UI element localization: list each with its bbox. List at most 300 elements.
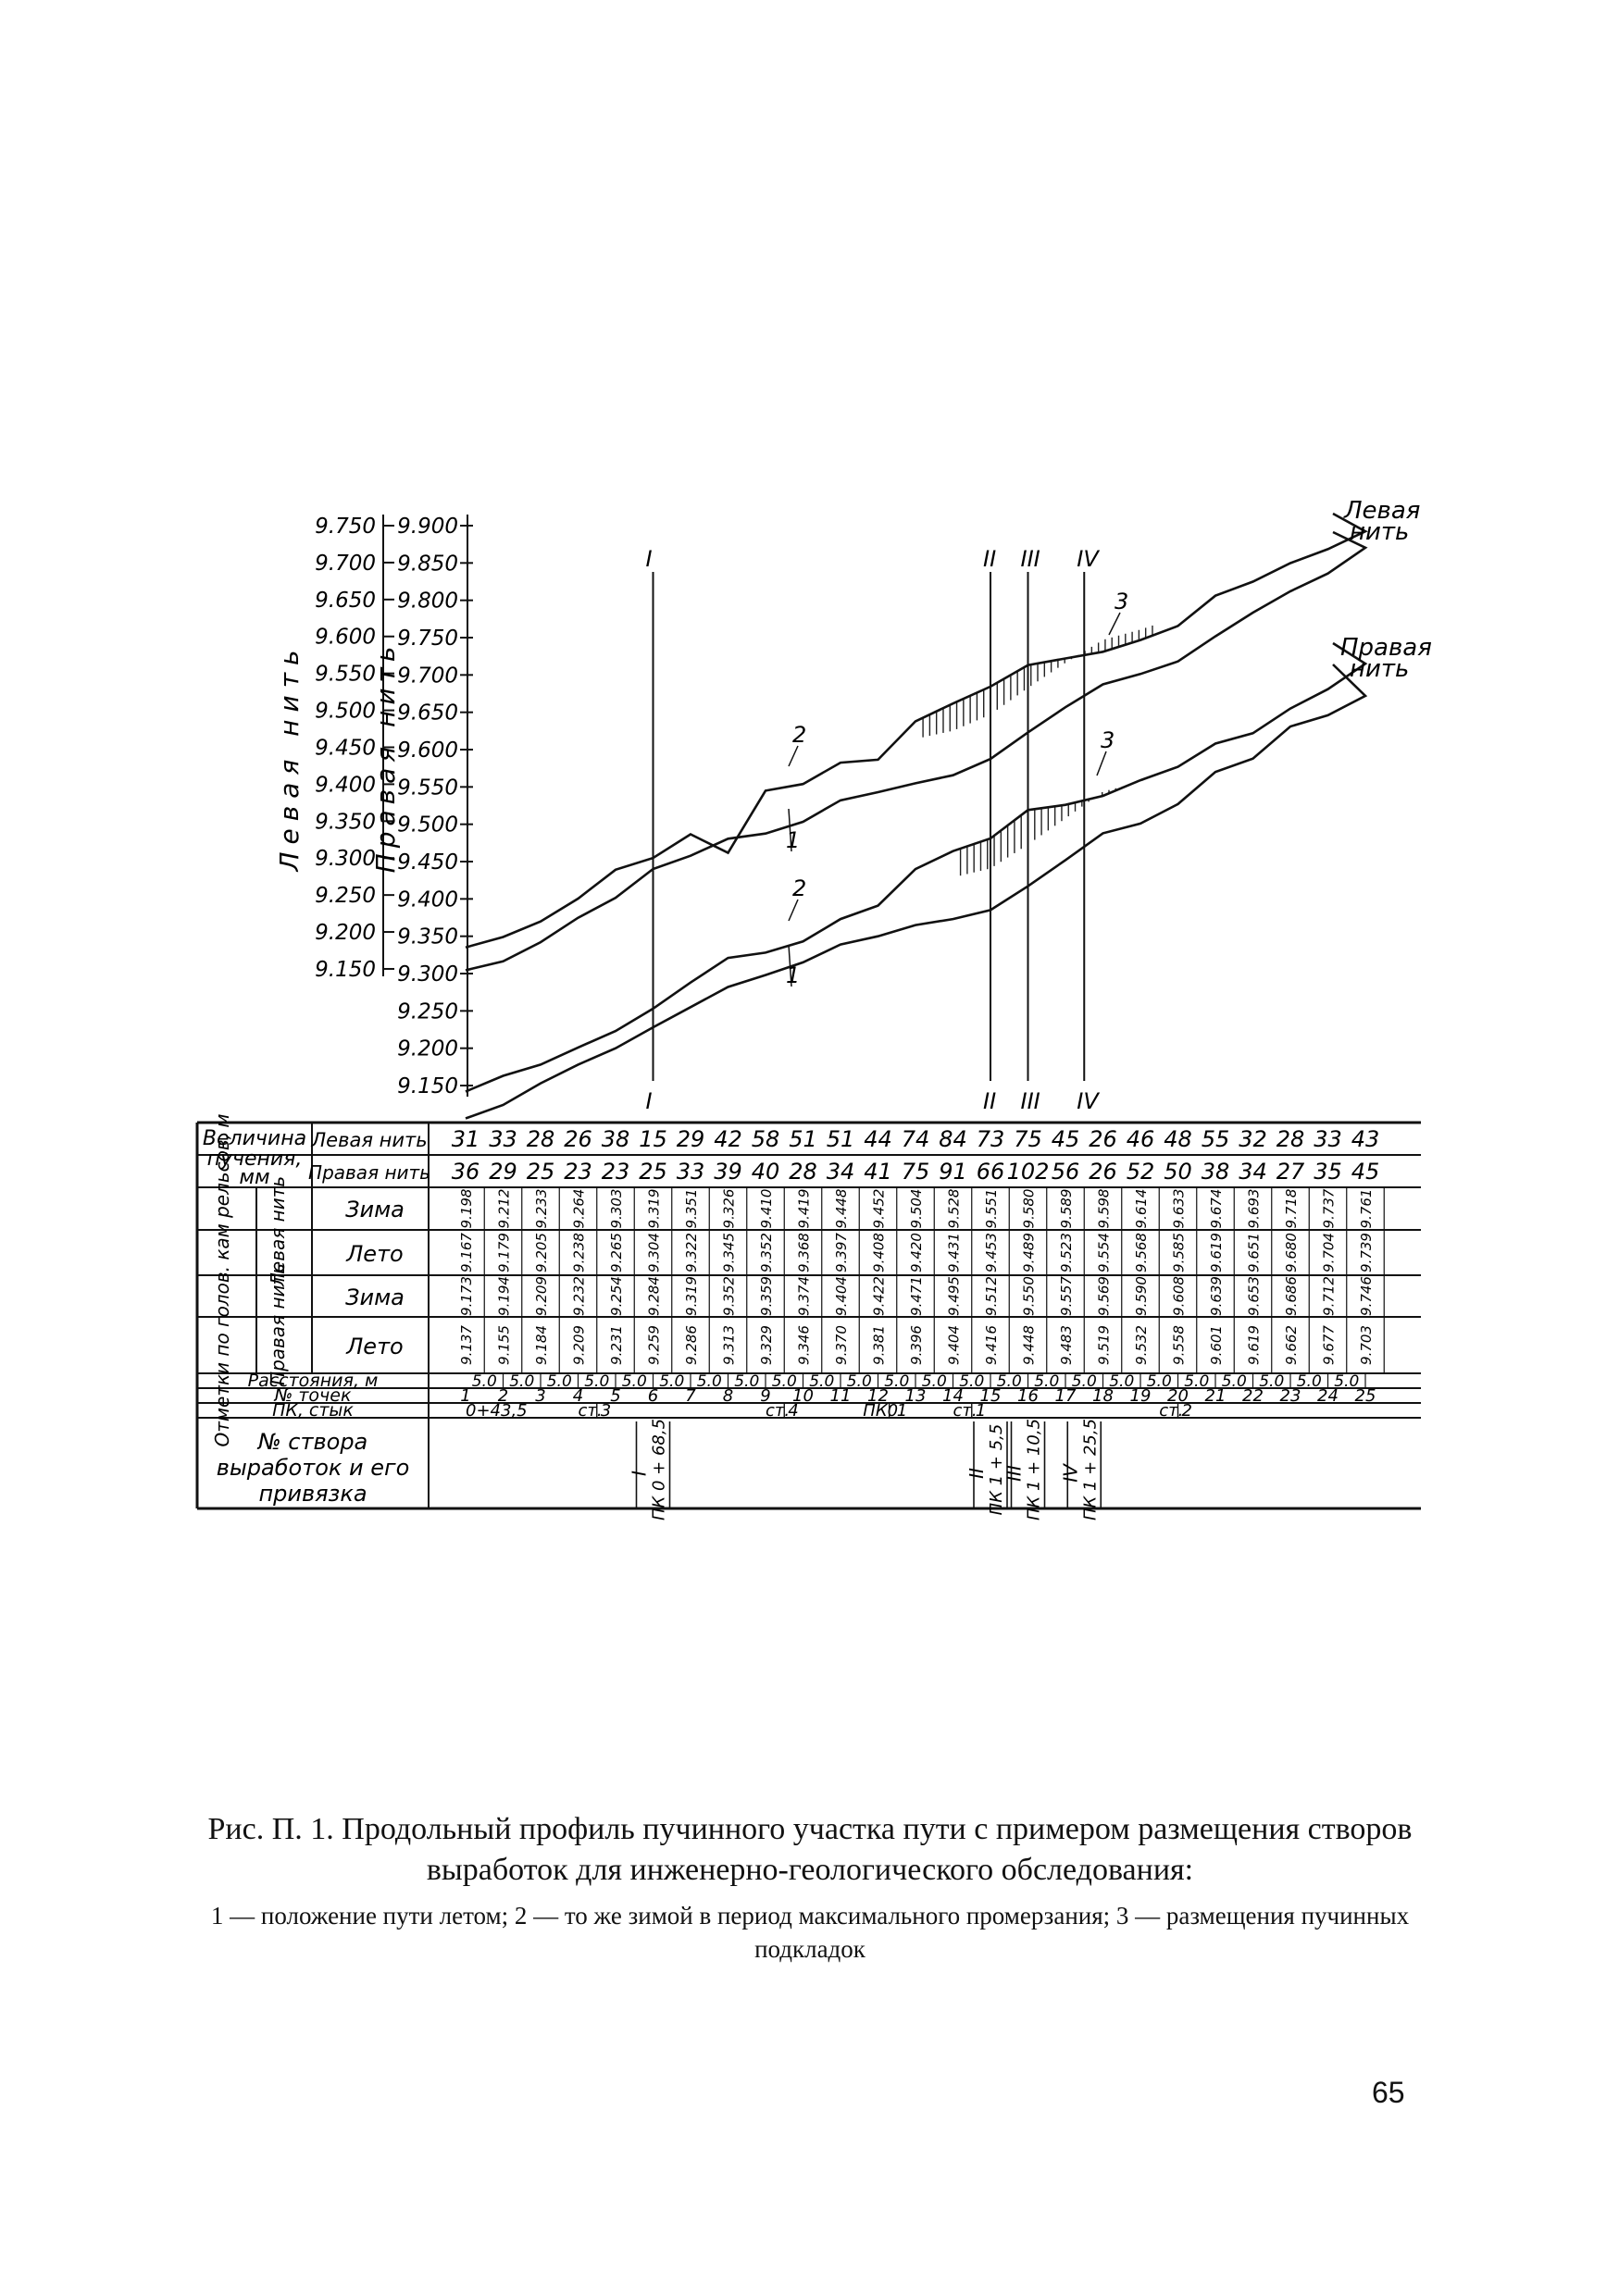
curve-label-shims: 3 (1115, 589, 1129, 614)
right-axis-tick-label: 9.750 (397, 627, 458, 652)
elev-right-summer-value: 9.619 (1245, 1325, 1263, 1365)
elev-left-summer-value: 9.523 (1058, 1233, 1075, 1272)
table-row-winter: Зима (345, 1285, 405, 1310)
elev-left-summer-value: 9.345 (720, 1233, 738, 1272)
elev-left-summer-value: 9.322 (683, 1233, 700, 1272)
elev-right-winter-value: 9.359 (758, 1276, 775, 1316)
heave-left-value: 26 (564, 1126, 592, 1152)
distance-value: 5.0 (1184, 1372, 1210, 1391)
table-header-heave-left: Левая нить (311, 1129, 428, 1151)
elev-right-summer-value: 9.346 (795, 1325, 813, 1365)
distance-value: 5.0 (1296, 1372, 1322, 1391)
table-row-pk: ПК, стык (272, 1400, 354, 1421)
curve-label-winter-leader (789, 746, 798, 766)
elev-right-winter-value: 9.746 (1358, 1276, 1375, 1316)
elev-right-summer-value: 9.286 (683, 1325, 700, 1365)
distance-value: 5.0 (809, 1372, 835, 1391)
heave-left-value: 84 (939, 1126, 967, 1152)
heave-right-value: 40 (751, 1159, 780, 1185)
elev-right-winter-value: 9.374 (795, 1276, 813, 1316)
table-header-heave-right: Правая нить (308, 1161, 430, 1184)
point-number: 25 (1354, 1386, 1376, 1406)
elev-right-summer-value: 9.558 (1170, 1325, 1188, 1365)
right-axis-tick-label: 9.250 (397, 999, 458, 1024)
point-number: 10 (792, 1386, 814, 1406)
table-header-marks: Отметки по голов. кам рельсов, м (211, 1113, 233, 1447)
distance-value: 5.0 (546, 1372, 572, 1391)
elev-left-winter-value: 9.551 (983, 1188, 1000, 1229)
elev-left-winter-value: 9.212 (495, 1188, 513, 1229)
section-label-bottom: IV (1077, 1088, 1099, 1114)
elev-left-summer-value: 9.238 (570, 1233, 588, 1272)
table-header-left: Левая нить (267, 1175, 289, 1287)
right-axis-tick-label: 9.200 (397, 1036, 458, 1061)
elev-right-winter-value: 9.495 (945, 1276, 963, 1316)
point-number: 1 (460, 1386, 471, 1406)
table-row-sections: № створа (257, 1429, 368, 1455)
point-number: 18 (1092, 1386, 1114, 1406)
distance-value: 5.0 (1034, 1372, 1060, 1391)
heave-left-value: 55 (1201, 1126, 1230, 1152)
elev-right-winter-value: 9.194 (495, 1276, 513, 1316)
elev-left-winter-value: 9.589 (1058, 1188, 1075, 1229)
left-axis-tick-label: 9.550 (315, 662, 376, 687)
left-axis-tick-label: 9.450 (315, 736, 376, 761)
pk-entry: ст. (578, 1401, 603, 1421)
right-axis-tick-label: 9.600 (397, 738, 458, 763)
heave-right-value: 25 (639, 1159, 667, 1185)
elev-left-summer-value: 9.680 (1283, 1233, 1300, 1272)
table-header-heave: Величина (202, 1127, 307, 1150)
elev-right-summer-value: 9.601 (1208, 1325, 1225, 1365)
elev-left-summer-value: 9.179 (495, 1233, 513, 1272)
distance-value: 5.0 (921, 1372, 947, 1391)
elev-left-winter-value: 9.598 (1095, 1188, 1113, 1229)
elev-left-winter-value: 9.718 (1283, 1188, 1300, 1229)
heave-right-value: 23 (564, 1159, 592, 1185)
elev-right-summer-value: 9.448 (1020, 1325, 1038, 1365)
distance-value: 5.0 (846, 1372, 872, 1391)
heave-right-value: 35 (1314, 1159, 1342, 1185)
heave-left-value: 51 (789, 1126, 817, 1152)
right-axis-tick-label: 9.550 (397, 776, 458, 800)
elev-right-winter-value: 9.686 (1283, 1276, 1300, 1316)
elev-right-winter-value: 9.284 (645, 1276, 663, 1316)
point-number: 23 (1279, 1386, 1301, 1406)
elev-right-summer-value: 9.231 (608, 1325, 625, 1365)
right-axis-tick-label: 9.500 (397, 813, 458, 838)
heave-left-value: 74 (901, 1126, 930, 1152)
table-header-heave: мм (239, 1166, 270, 1189)
section-label-top: I (645, 546, 653, 572)
right-axis-tick-label: 9.400 (397, 887, 458, 912)
heave-left-value: 42 (714, 1126, 742, 1152)
point-number: 16 (1017, 1386, 1039, 1406)
right-axis-tick-label: 9.300 (397, 962, 458, 987)
elev-right-summer-value: 9.662 (1283, 1325, 1300, 1365)
pk-entry: 1 (896, 1401, 908, 1421)
point-number: 2 (497, 1386, 509, 1406)
elev-right-winter-value: 9.173 (458, 1276, 475, 1316)
heave-right-value: 102 (1006, 1159, 1050, 1185)
elev-left-summer-value: 9.619 (1208, 1233, 1225, 1272)
heave-right-value: 56 (1051, 1159, 1080, 1185)
right-axis-tick-label: 9.900 (397, 515, 458, 539)
right-axis-tick-label: 9.350 (397, 925, 458, 949)
elev-right-summer-value: 9.404 (945, 1325, 963, 1365)
elev-left-winter-value: 9.326 (720, 1188, 738, 1229)
right-rail-winter-line (466, 643, 1365, 1092)
distance-value: 5.0 (959, 1372, 985, 1391)
distance-value: 5.0 (621, 1372, 647, 1391)
elev-left-summer-value: 9.408 (870, 1233, 888, 1272)
heave-left-value: 48 (1164, 1126, 1192, 1152)
heave-left-value: 45 (1051, 1126, 1080, 1152)
table-header-heave: пучения, (206, 1148, 303, 1171)
section-entry-label: IV (1059, 1464, 1082, 1483)
heave-left-value: 28 (526, 1126, 555, 1152)
elev-left-summer-value: 9.167 (458, 1233, 475, 1272)
elev-right-summer-value: 9.677 (1320, 1325, 1338, 1365)
table-row-distance: Расстояния, м (247, 1371, 379, 1391)
heave-right-value: 52 (1126, 1159, 1155, 1185)
point-number: 11 (829, 1386, 852, 1406)
left-axis-tick-label: 9.200 (315, 921, 376, 946)
left-axis-title: Левая нить (274, 642, 305, 872)
heave-left-value: 33 (489, 1126, 517, 1152)
point-number: 13 (904, 1386, 927, 1406)
left-axis-tick-label: 9.250 (315, 884, 376, 909)
right-rail-label: Правая (1340, 634, 1432, 662)
heave-left-value: 43 (1351, 1126, 1380, 1152)
left-axis-tick-label: 9.600 (315, 625, 376, 650)
elev-left-winter-value: 9.419 (795, 1188, 813, 1229)
section-label-bottom: III (1020, 1088, 1040, 1114)
elev-right-winter-value: 9.569 (1095, 1276, 1113, 1316)
pk-entry: 2 (1181, 1401, 1193, 1421)
right-axis-tick-label: 9.850 (397, 552, 458, 577)
point-number: 15 (979, 1386, 1002, 1406)
distance-value: 5.0 (1334, 1372, 1360, 1391)
heave-right-value: 75 (901, 1159, 930, 1185)
elev-right-winter-value: 9.319 (683, 1276, 700, 1316)
heave-right-value: 50 (1164, 1159, 1192, 1185)
elev-left-summer-value: 9.420 (908, 1233, 925, 1272)
elev-right-winter-value: 9.404 (833, 1276, 850, 1316)
elev-left-summer-value: 9.397 (833, 1233, 850, 1272)
elev-left-summer-value: 9.568 (1133, 1233, 1150, 1272)
pk-entry: ст. (1159, 1401, 1184, 1421)
elev-right-winter-value: 9.639 (1208, 1276, 1225, 1316)
section-label-bottom: I (645, 1088, 653, 1114)
elev-right-summer-value: 9.329 (758, 1325, 775, 1365)
right-rail-summer-line (466, 664, 1365, 1119)
distance-value: 5.0 (1109, 1372, 1135, 1391)
heave-left-value: 32 (1239, 1126, 1267, 1152)
elev-left-summer-value: 9.739 (1358, 1233, 1375, 1272)
point-number: 3 (535, 1386, 546, 1406)
heave-left-value: 33 (1314, 1126, 1342, 1152)
elev-right-summer-value: 9.370 (833, 1325, 850, 1365)
elev-right-summer-value: 9.313 (720, 1325, 738, 1365)
data-table (197, 1114, 1421, 1521)
elev-left-winter-value: 9.693 (1245, 1188, 1263, 1229)
heave-right-value: 27 (1276, 1159, 1305, 1185)
elev-left-winter-value: 9.761 (1358, 1188, 1375, 1229)
right-axis-tick-label: 9.150 (397, 1074, 458, 1099)
heave-right-value: 25 (526, 1159, 555, 1185)
heave-left-value: 75 (1014, 1126, 1042, 1152)
elev-left-summer-value: 9.585 (1170, 1233, 1188, 1272)
heave-left-value: 46 (1126, 1126, 1155, 1152)
heave-left-value: 26 (1089, 1126, 1117, 1152)
curve-label-winter: 2 (792, 875, 807, 901)
curves (466, 497, 1432, 1119)
point-number: 19 (1129, 1386, 1152, 1406)
left-rail-label: нить (1350, 518, 1410, 546)
right-axis-tick-label: 9.800 (397, 589, 458, 614)
axes (274, 515, 473, 1098)
distance-value: 5.0 (696, 1372, 722, 1391)
elev-right-summer-value: 9.532 (1133, 1325, 1150, 1365)
heave-right-value: 66 (976, 1159, 1005, 1185)
point-number: 14 (942, 1386, 964, 1406)
table-row-winter: Зима (345, 1197, 405, 1222)
elev-left-summer-value: 9.489 (1020, 1233, 1038, 1272)
distance-value: 5.0 (659, 1372, 685, 1391)
table-header-right: Правая нить (267, 1263, 289, 1385)
heave-right-value: 26 (1089, 1159, 1117, 1185)
distance-value: 5.0 (1221, 1372, 1247, 1391)
left-axis-tick-label: 9.650 (315, 588, 376, 613)
elev-left-summer-value: 9.651 (1245, 1233, 1263, 1272)
left-axis-tick-label: 9.750 (315, 515, 376, 539)
heave-right-value: 28 (789, 1159, 817, 1185)
curve-label-summer: 1 (786, 962, 801, 988)
curve-label-winter: 2 (792, 722, 807, 748)
distance-value: 5.0 (509, 1372, 535, 1391)
elev-right-winter-value: 9.232 (570, 1276, 588, 1316)
elev-right-winter-value: 9.590 (1133, 1276, 1150, 1316)
distance-value: 5.0 (471, 1372, 497, 1391)
point-number: 21 (1204, 1386, 1227, 1406)
section-entry-label: II (965, 1468, 988, 1479)
left-rail-winter-line (466, 514, 1365, 948)
elev-right-winter-value: 9.512 (983, 1276, 1000, 1316)
left-axis-tick-label: 9.350 (315, 810, 376, 835)
curve-label-shims-leader (1097, 751, 1106, 776)
heave-left-value: 51 (826, 1126, 855, 1152)
elev-right-summer-value: 9.703 (1358, 1325, 1375, 1365)
distance-value: 5.0 (734, 1372, 760, 1391)
elev-right-summer-value: 9.416 (983, 1325, 1000, 1365)
elev-left-winter-value: 9.264 (570, 1188, 588, 1229)
elev-right-winter-value: 9.653 (1245, 1276, 1263, 1316)
curve-label-winter-leader (789, 900, 798, 921)
elev-right-winter-value: 9.712 (1320, 1276, 1338, 1316)
point-number: 12 (867, 1386, 889, 1406)
section-entry-ref: ПК 0 + 68,5 (649, 1418, 669, 1521)
distance-value: 5.0 (884, 1372, 910, 1391)
table-row-sections: выработок и его (216, 1455, 410, 1481)
elev-left-summer-value: 9.205 (533, 1233, 550, 1272)
table-row-sections: привязка (258, 1481, 367, 1507)
pk-entry: 0+43,5 (466, 1401, 528, 1421)
section-entry-ref: ПК 1 + 5,5 (987, 1423, 1006, 1516)
elev-right-summer-value: 9.137 (458, 1325, 475, 1365)
elev-right-winter-value: 9.422 (870, 1276, 888, 1316)
point-number: 4 (572, 1386, 584, 1406)
elev-left-winter-value: 9.351 (683, 1188, 700, 1229)
heave-left-value: 31 (451, 1126, 480, 1152)
section-lines (646, 546, 1101, 1114)
distance-value: 5.0 (771, 1372, 797, 1391)
elev-left-winter-value: 9.233 (533, 1188, 550, 1229)
left-axis-tick-label: 9.400 (315, 773, 376, 798)
heave-right-value: 45 (1351, 1159, 1380, 1185)
right-axis-tick-label: 9.450 (397, 850, 458, 875)
elev-right-winter-value: 9.254 (608, 1276, 625, 1316)
heave-right-value: 33 (676, 1159, 705, 1185)
elev-left-summer-value: 9.352 (758, 1233, 775, 1272)
distance-value: 5.0 (996, 1372, 1022, 1391)
pk-entry: 3 (600, 1401, 612, 1421)
point-number: 17 (1054, 1386, 1077, 1406)
table-row-points: № точек (274, 1385, 352, 1406)
elev-right-summer-value: 9.519 (1095, 1325, 1113, 1365)
point-number: 9 (760, 1386, 771, 1406)
heave-right-value: 23 (601, 1159, 630, 1185)
elev-left-winter-value: 9.614 (1133, 1188, 1150, 1229)
left-axis-tick-label: 9.700 (315, 551, 376, 576)
heave-right-value: 39 (714, 1159, 742, 1185)
elev-left-winter-value: 9.633 (1170, 1188, 1188, 1229)
elev-left-summer-value: 9.368 (795, 1233, 813, 1272)
table-row-summer: Лето (346, 1334, 404, 1359)
section-entry-label: I (628, 1471, 651, 1476)
heave-right-value: 34 (1239, 1159, 1267, 1185)
elev-left-winter-value: 9.452 (870, 1188, 888, 1229)
elev-left-winter-value: 9.410 (758, 1188, 775, 1229)
heave-left-value: 15 (639, 1126, 667, 1152)
figure-caption-title: Рис. П. 1. Продольный профиль пучинного участка пути с примером размещения створов выработок для инженерно-геологического обследования: (207, 1812, 1413, 1887)
elev-right-summer-value: 9.184 (533, 1325, 550, 1365)
section-label-bottom: II (983, 1088, 997, 1114)
elev-right-winter-value: 9.550 (1020, 1276, 1038, 1316)
point-number: 7 (685, 1386, 696, 1406)
point-number: 8 (722, 1386, 734, 1406)
distance-value: 5.0 (1071, 1372, 1097, 1391)
elev-right-summer-value: 9.396 (908, 1325, 925, 1365)
elev-right-summer-value: 9.209 (570, 1325, 588, 1365)
heave-left-value: 58 (751, 1126, 780, 1152)
heave-left-value: 38 (601, 1126, 630, 1152)
heave-left-value: 28 (1276, 1126, 1305, 1152)
elev-right-summer-value: 9.483 (1058, 1325, 1075, 1365)
elev-left-winter-value: 9.580 (1020, 1188, 1038, 1229)
curve-label-shims-leader (1109, 613, 1120, 635)
elev-left-winter-value: 9.303 (608, 1188, 625, 1229)
elev-right-summer-value: 9.381 (870, 1325, 888, 1365)
curve-label-shims: 3 (1101, 727, 1115, 753)
left-axis-tick-label: 9.500 (315, 699, 376, 724)
elev-left-winter-value: 9.528 (945, 1188, 963, 1229)
elev-left-summer-value: 9.554 (1095, 1233, 1113, 1272)
pk-entry: ст. (953, 1401, 978, 1421)
section-label-top: III (1020, 546, 1040, 572)
pk-entry: ст. (766, 1401, 791, 1421)
heave-right-value: 38 (1201, 1159, 1230, 1185)
section-entry-label: III (1003, 1465, 1026, 1482)
elev-left-summer-value: 9.704 (1320, 1233, 1338, 1272)
elev-left-winter-value: 9.737 (1320, 1188, 1338, 1229)
section-label-top: IV (1077, 546, 1099, 572)
pk-entry: 4 (788, 1401, 799, 1421)
elev-right-winter-value: 9.471 (908, 1276, 925, 1316)
page-number: 65 (1372, 2076, 1405, 2109)
section-entry-ref: ПК 1 + 10,5 (1024, 1418, 1044, 1521)
heave-right-value: 29 (489, 1159, 517, 1185)
heave-right-value: 34 (826, 1159, 855, 1185)
table-row-summer: Лето (346, 1241, 404, 1267)
right-axis-title: Правая нить (370, 640, 401, 874)
point-number: 5 (610, 1386, 621, 1406)
elev-left-summer-value: 9.265 (608, 1233, 625, 1272)
point-number: 6 (647, 1386, 659, 1406)
curve-label-summer: 1 (786, 827, 801, 853)
left-axis-tick-label: 9.300 (315, 847, 376, 872)
elev-right-winter-value: 9.608 (1170, 1276, 1188, 1316)
elev-left-winter-value: 9.674 (1208, 1188, 1225, 1229)
elev-right-summer-value: 9.155 (495, 1325, 513, 1365)
left-rail-summer-line (466, 532, 1365, 970)
heave-left-value: 44 (864, 1126, 892, 1152)
heave-left-value: 29 (676, 1126, 705, 1152)
distance-value: 5.0 (1146, 1372, 1172, 1391)
elev-left-summer-value: 9.304 (645, 1233, 663, 1272)
distance-value: 5.0 (584, 1372, 610, 1391)
section-entry-ref: ПК 1 + 25,5 (1080, 1418, 1101, 1521)
elev-right-summer-value: 9.259 (645, 1325, 663, 1365)
elev-left-winter-value: 9.448 (833, 1188, 850, 1229)
pk-entry: 1 (975, 1401, 987, 1421)
elev-left-winter-value: 9.504 (908, 1188, 925, 1229)
elev-left-summer-value: 9.431 (945, 1233, 963, 1272)
point-number: 20 (1167, 1386, 1189, 1406)
figure-caption-legend: 1 — положение пути летом; 2 — то же зимой в период максимального промерзания; 3 — размещения пучинных подкладок (210, 1902, 1410, 1963)
heave-right-value: 36 (451, 1159, 480, 1185)
point-number: 24 (1317, 1386, 1339, 1406)
pk-entry: ПК0 (863, 1401, 899, 1421)
section-label-top: II (983, 546, 997, 572)
left-axis-tick-label: 9.150 (315, 957, 376, 982)
heave-right-value: 91 (939, 1159, 967, 1185)
right-axis-tick-label: 9.650 (397, 701, 458, 726)
right-axis-tick-label: 9.700 (397, 664, 458, 689)
distance-value: 5.0 (1259, 1372, 1285, 1391)
elev-left-winter-value: 9.198 (458, 1188, 475, 1229)
elev-left-winter-value: 9.319 (645, 1188, 663, 1229)
point-number: 22 (1242, 1386, 1264, 1406)
left-rail-label: Левая (1344, 497, 1421, 525)
elev-right-winter-value: 9.209 (533, 1276, 550, 1316)
elev-left-summer-value: 9.453 (983, 1233, 1000, 1272)
heave-right-value: 41 (864, 1159, 892, 1185)
heave-left-value: 73 (976, 1126, 1005, 1152)
elev-right-winter-value: 9.557 (1058, 1276, 1075, 1316)
right-rail-label: нить (1350, 655, 1410, 683)
elev-right-winter-value: 9.352 (720, 1276, 738, 1316)
